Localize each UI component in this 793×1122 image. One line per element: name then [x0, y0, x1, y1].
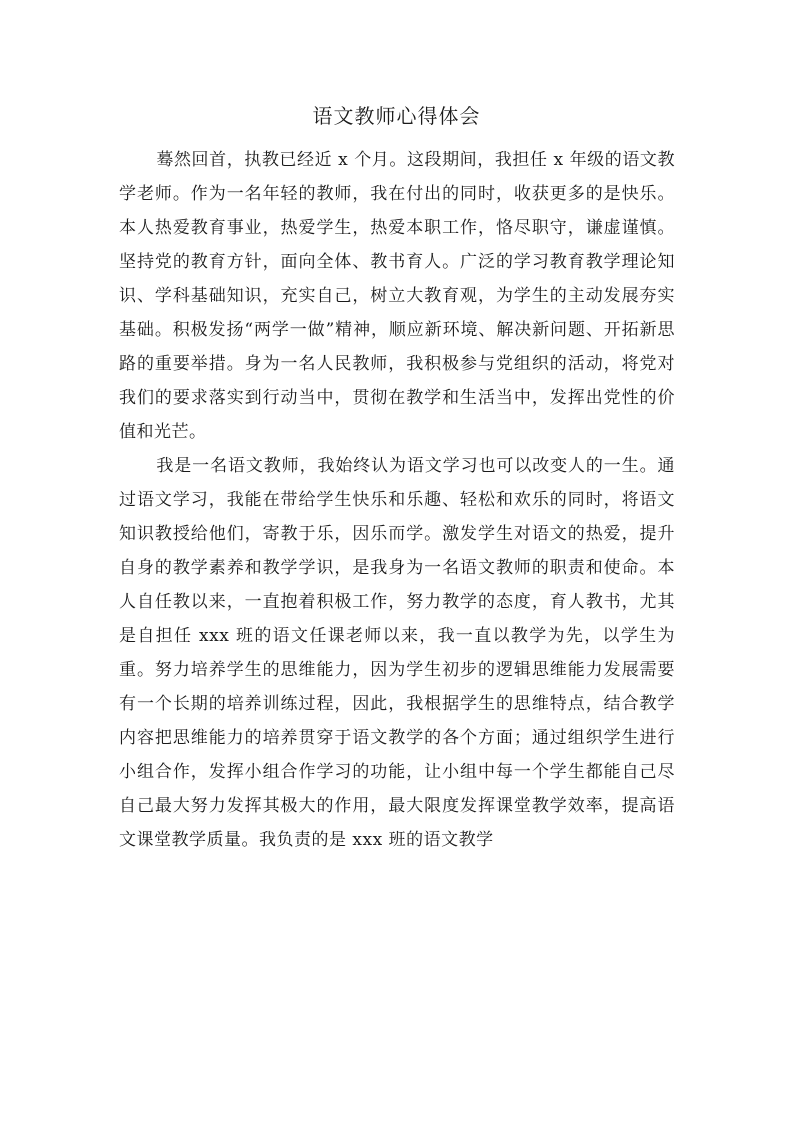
document-body — [119, 143, 675, 857]
paragraph-1: 蓦然回首，执教已经近 x 个月。这段期间，我担任 x 年级的语文教学老师。作为一名年轻的教师，我在付出的同时，收获更多的是快乐。本人热爱教育事业，热爱学生，热爱本职工作，恪尽职守，谦虚谨慎。坚持党的教育方针，面向全体、教书育人。广泛的学习教育教学理论知识、学科基础知识，充实自己，树立大教育观，为学生的主动发展夯实基础。积极发扬“两学一做”精神，顺应新环境、解决新问题、开拓新思路的重要举措。身为一名人民教师，我积极参与党组织的活动，将党对我们的要求落实到行动当中，贯彻在教学和生活当中，发挥出党性的价值和光芒。 — [119, 150, 675, 442]
paragraph-2: 我是一名语文教师，我始终认为语文学习也可以改变人的一生。通过语文学习，我能在带给学生快乐和乐趣、轻松和欢乐的同时，将语文知识教授给他们，寄教于乐，因乐而学。激发学生对语文的热爱，提升自身的教学素养和教学学识，是我身为一名语文教师的职责和使命。本人自任教以来，一直抱着积极工作，努力教学的态度，育人教书，尤其是自担任 xxx 班的语文任课老师以来，我一直以教学为先，以学生为重。努力培养学生的思维能力，因为学生初步的逻辑思维能力发展需要有一个长期的培养训练过程，因此，我根据学生的思维特点，结合教学内容把思维能力的培养贯穿于语文教学的各个方面；通过组织学生进行小组合作，发挥小组合作学习的功能，让小组中每一个学生都能自己尽自己最大努力发挥其极大的作用，最大限度发挥课堂教学效率，提高语文课堂教学质量。我负责的是 xxx 班的语文教学 — [119, 456, 675, 850]
document-title: 语文教师心得体会 — [312, 104, 481, 128]
